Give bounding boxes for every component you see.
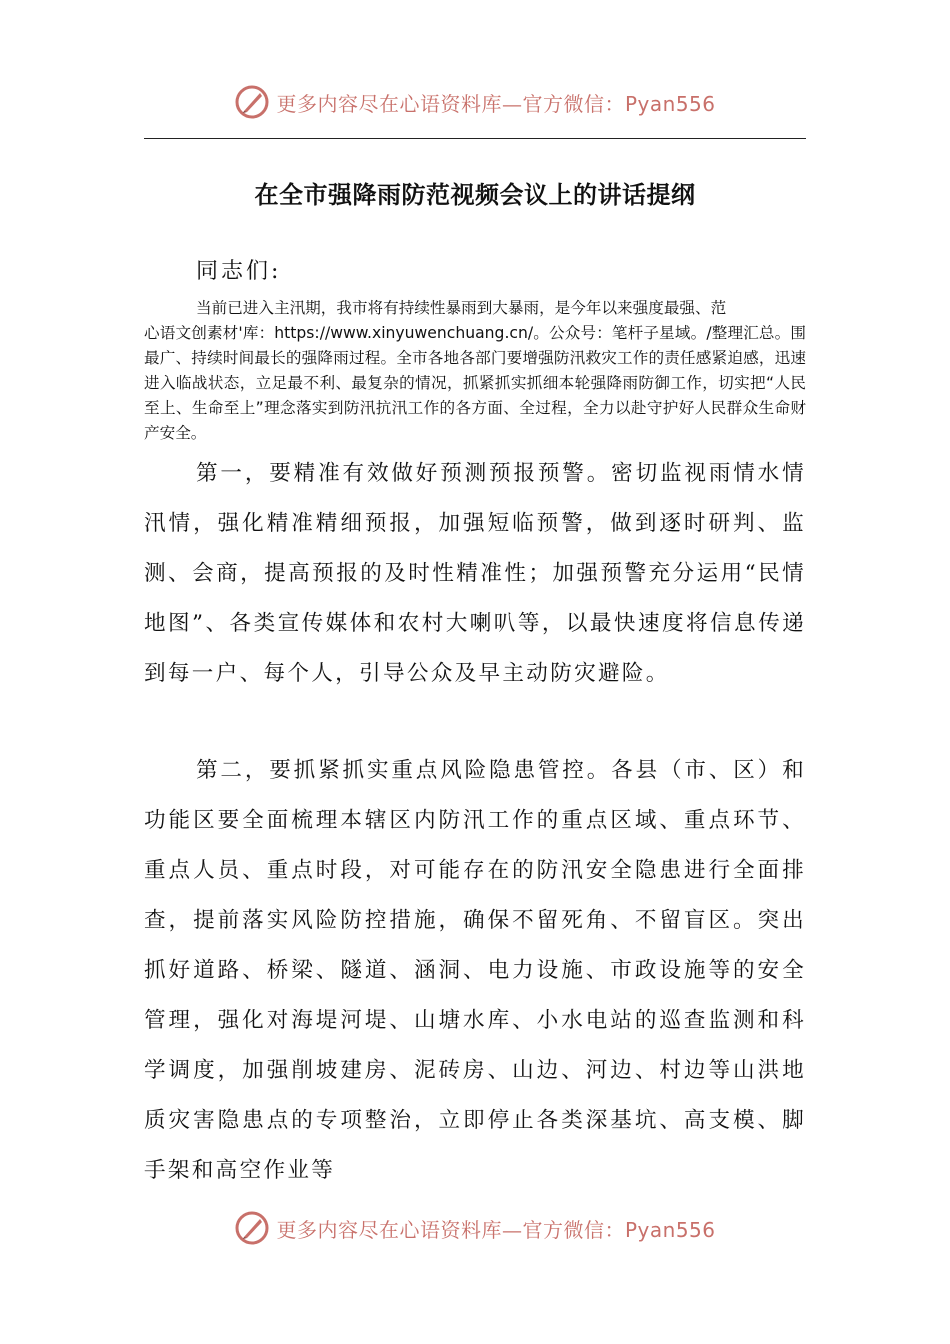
header-divider <box>144 138 806 139</box>
quill-logo-icon <box>234 1210 270 1246</box>
intro-body: 心语文创素材'库：https://www.xinyuwenchuang.cn/。公众号：笔杆子星域。/整理汇总。围最广、持续时间最长的强降雨过程。全市各地各部门要增强防汛救灾工作的责任感紧迫感，迅速进入临战状态，立足最不利、最复杂的情况，抓紧抓实抓细本轮强降雨防御工作，切实把“人民至上、生命至上”理念落实到防汛抗汛工作的各方面、全过程，全力以赴守护好人民群众生命财产安全。 <box>144 324 806 442</box>
paragraph-second: 第二，要抓紧抓实重点风险隐患管控。各县（市、区）和功能区要全面梳理本辖区内防汛工作的重点区域、重点环节、重点人员、重点时段，对可能存在的防汛安全隐患进行全面排查，提前落实风险防控措施，确保不留死角、不留盲区。突出抓好道路、桥梁、隧道、涵洞、电力设施、市政设施等的安全管理，强化对海堤河堤、山塘水库、小水电站的巡查监测和科学调度，加强削坡建房、泥砖房、山边、河边、村边等山洪地质灾害隐患点的专项整治，立即停止各类深基坑、高支模、脚手架和高空作业等 <box>144 758 806 1183</box>
paragraph-first: 第一，要精准有效做好预测预报预警。密切监视雨情水情汛情，强化精准精细预报，加强短临预警，做到逐时研判、监测、会商，提高预报的及时性精准性；加强预警充分运用“民情地图”、各类宣传媒体和农村大喇叭等，以最快速度将信息传递到每一户、每个人，引导公众及早主动防灾避险。 <box>144 461 806 686</box>
salutation: 同志们: <box>196 259 282 284</box>
quill-logo-icon <box>234 84 270 120</box>
intro-paragraph <box>144 296 806 446</box>
intro-first-line: 当前已进入主汛期，我市将有持续性暴雨到大暴雨，是今年以来强度最强、范 <box>196 299 727 317</box>
footer-watermark <box>0 1202 950 1254</box>
watermark-text: 更多内容尽在心语资料库—官方微信：Pyan556 <box>276 1217 716 1242</box>
watermark-text: 更多内容尽在心语资料库—官方微信：Pyan556 <box>276 91 716 116</box>
header-watermark <box>0 76 950 128</box>
document-title: 在全市强降雨防范视频会议上的讲话提纲 <box>254 180 696 209</box>
